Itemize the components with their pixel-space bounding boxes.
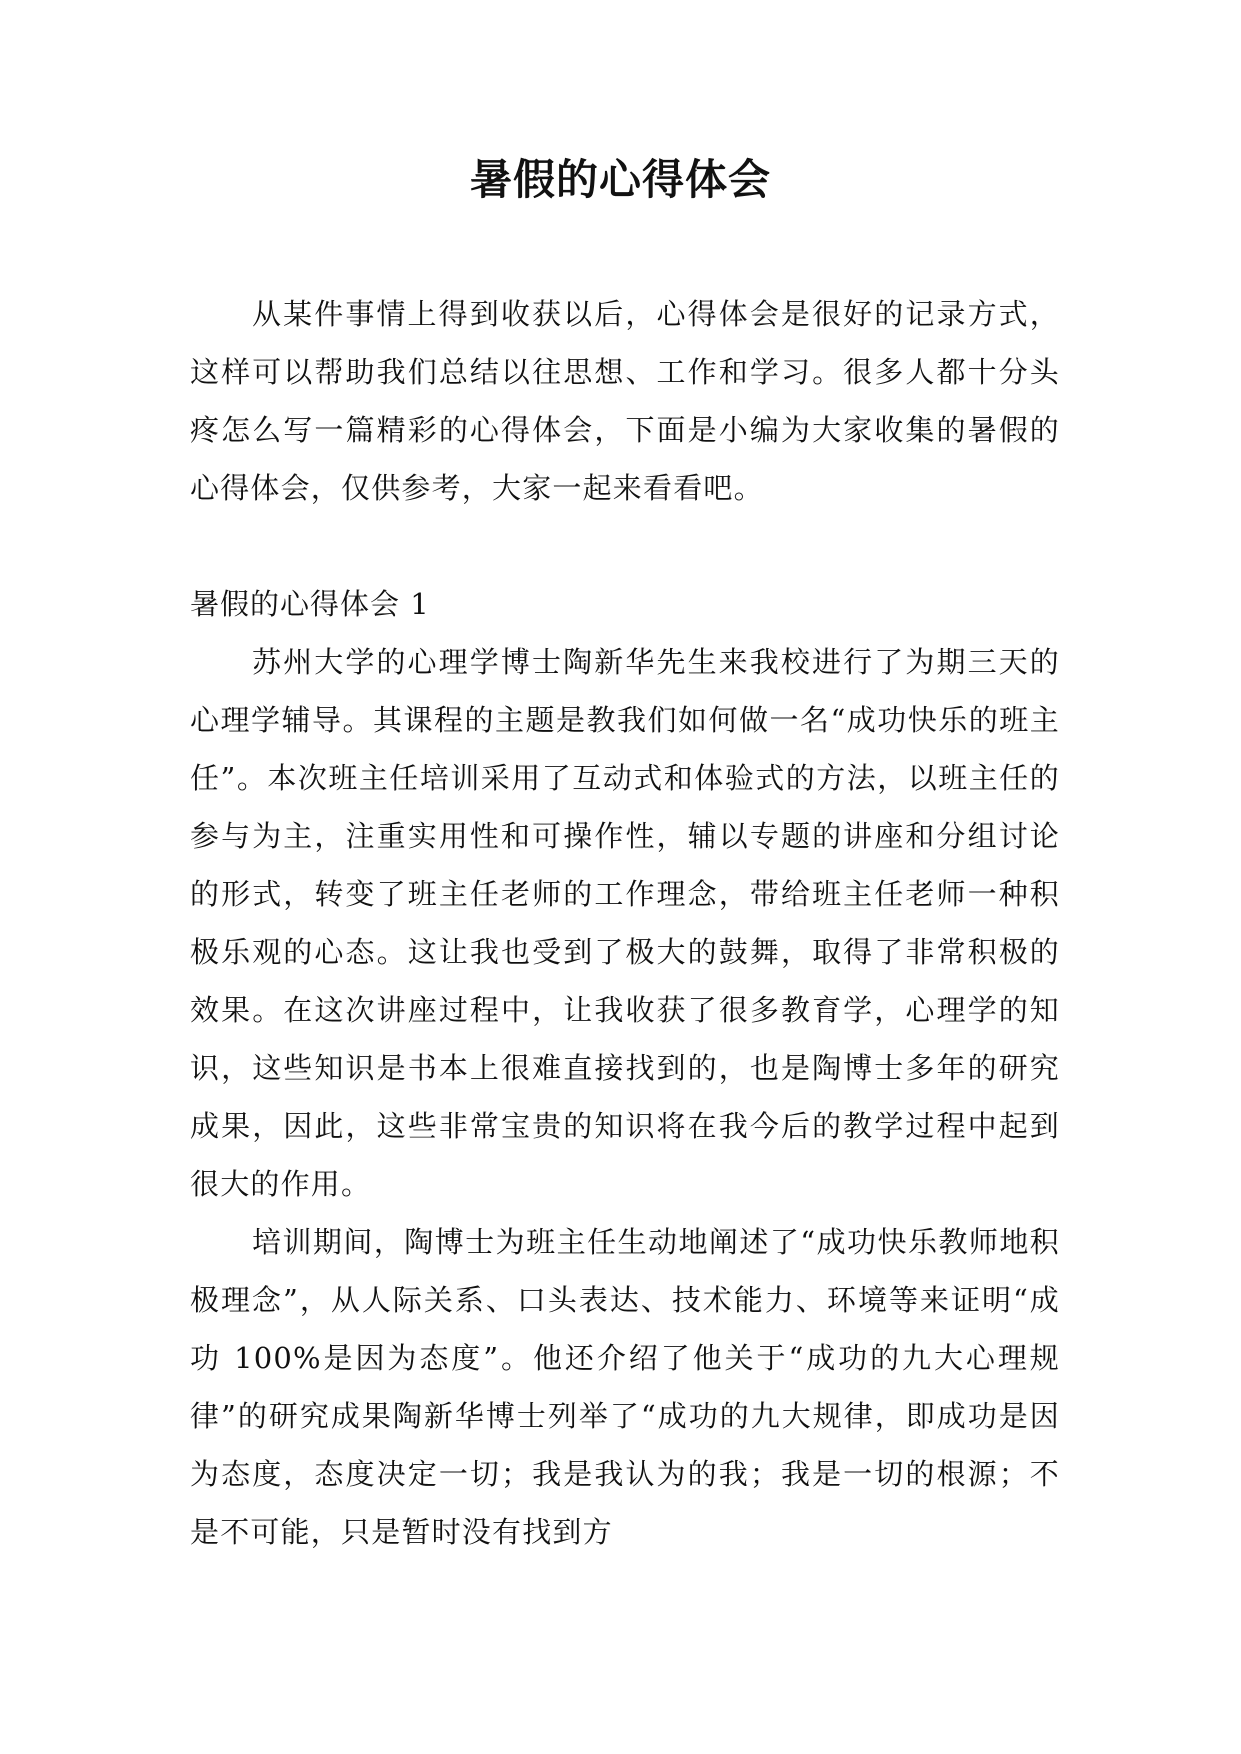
body-paragraph: 培训期间，陶博士为班主任生动地阐述了“成功快乐教师地积极理念”，从人际关系、口头表达、技术能力、环境等来证明“成功 100%是因为态度”。他还介绍了他关于“成功的九大心理规律”的研究成果陶新华博士列举了“成功的九大规律，即成功是因为态度，态度决定一切；我是我认为的我；我是一切的根源；不是不可能，只是暂时没有找到方 [190,1225,1060,1549]
intro-paragraph: 从某件事情上得到收获以后，心得体会是很好的记录方式，这样可以帮助我们总结以往思想、工作和学习。很多人都十分头疼怎么写一篇精彩的心得体会，下面是小编为大家收集的暑假的心得体会，仅供参考，大家一起来看看吧。 [190,297,1060,505]
section-heading: 暑假的心得体会 1 [190,587,430,621]
document-body [190,285,1060,1561]
body-paragraph: 苏州大学的心理学博士陶新华先生来我校进行了为期三天的心理学辅导。其课程的主题是教我们如何做一名“成功快乐的班主任”。本次班主任培训采用了互动式和体验式的方法，以班主任的参与为主，注重实用性和可操作性，辅以专题的讲座和分组讨论的形式，转变了班主任老师的工作理念，带给班主任老师一种积极乐观的心态。这让我也受到了极大的鼓舞，取得了非常积极的效果。在这次讲座过程中，让我收获了很多教育学，心理学的知识，这些知识是书本上很难直接找到的，也是陶博士多年的研究成果，因此，这些非常宝贵的知识将在我今后的教学过程中起到很大的作用。 [190,645,1060,1201]
document-title: 暑假的心得体会 [469,155,771,204]
